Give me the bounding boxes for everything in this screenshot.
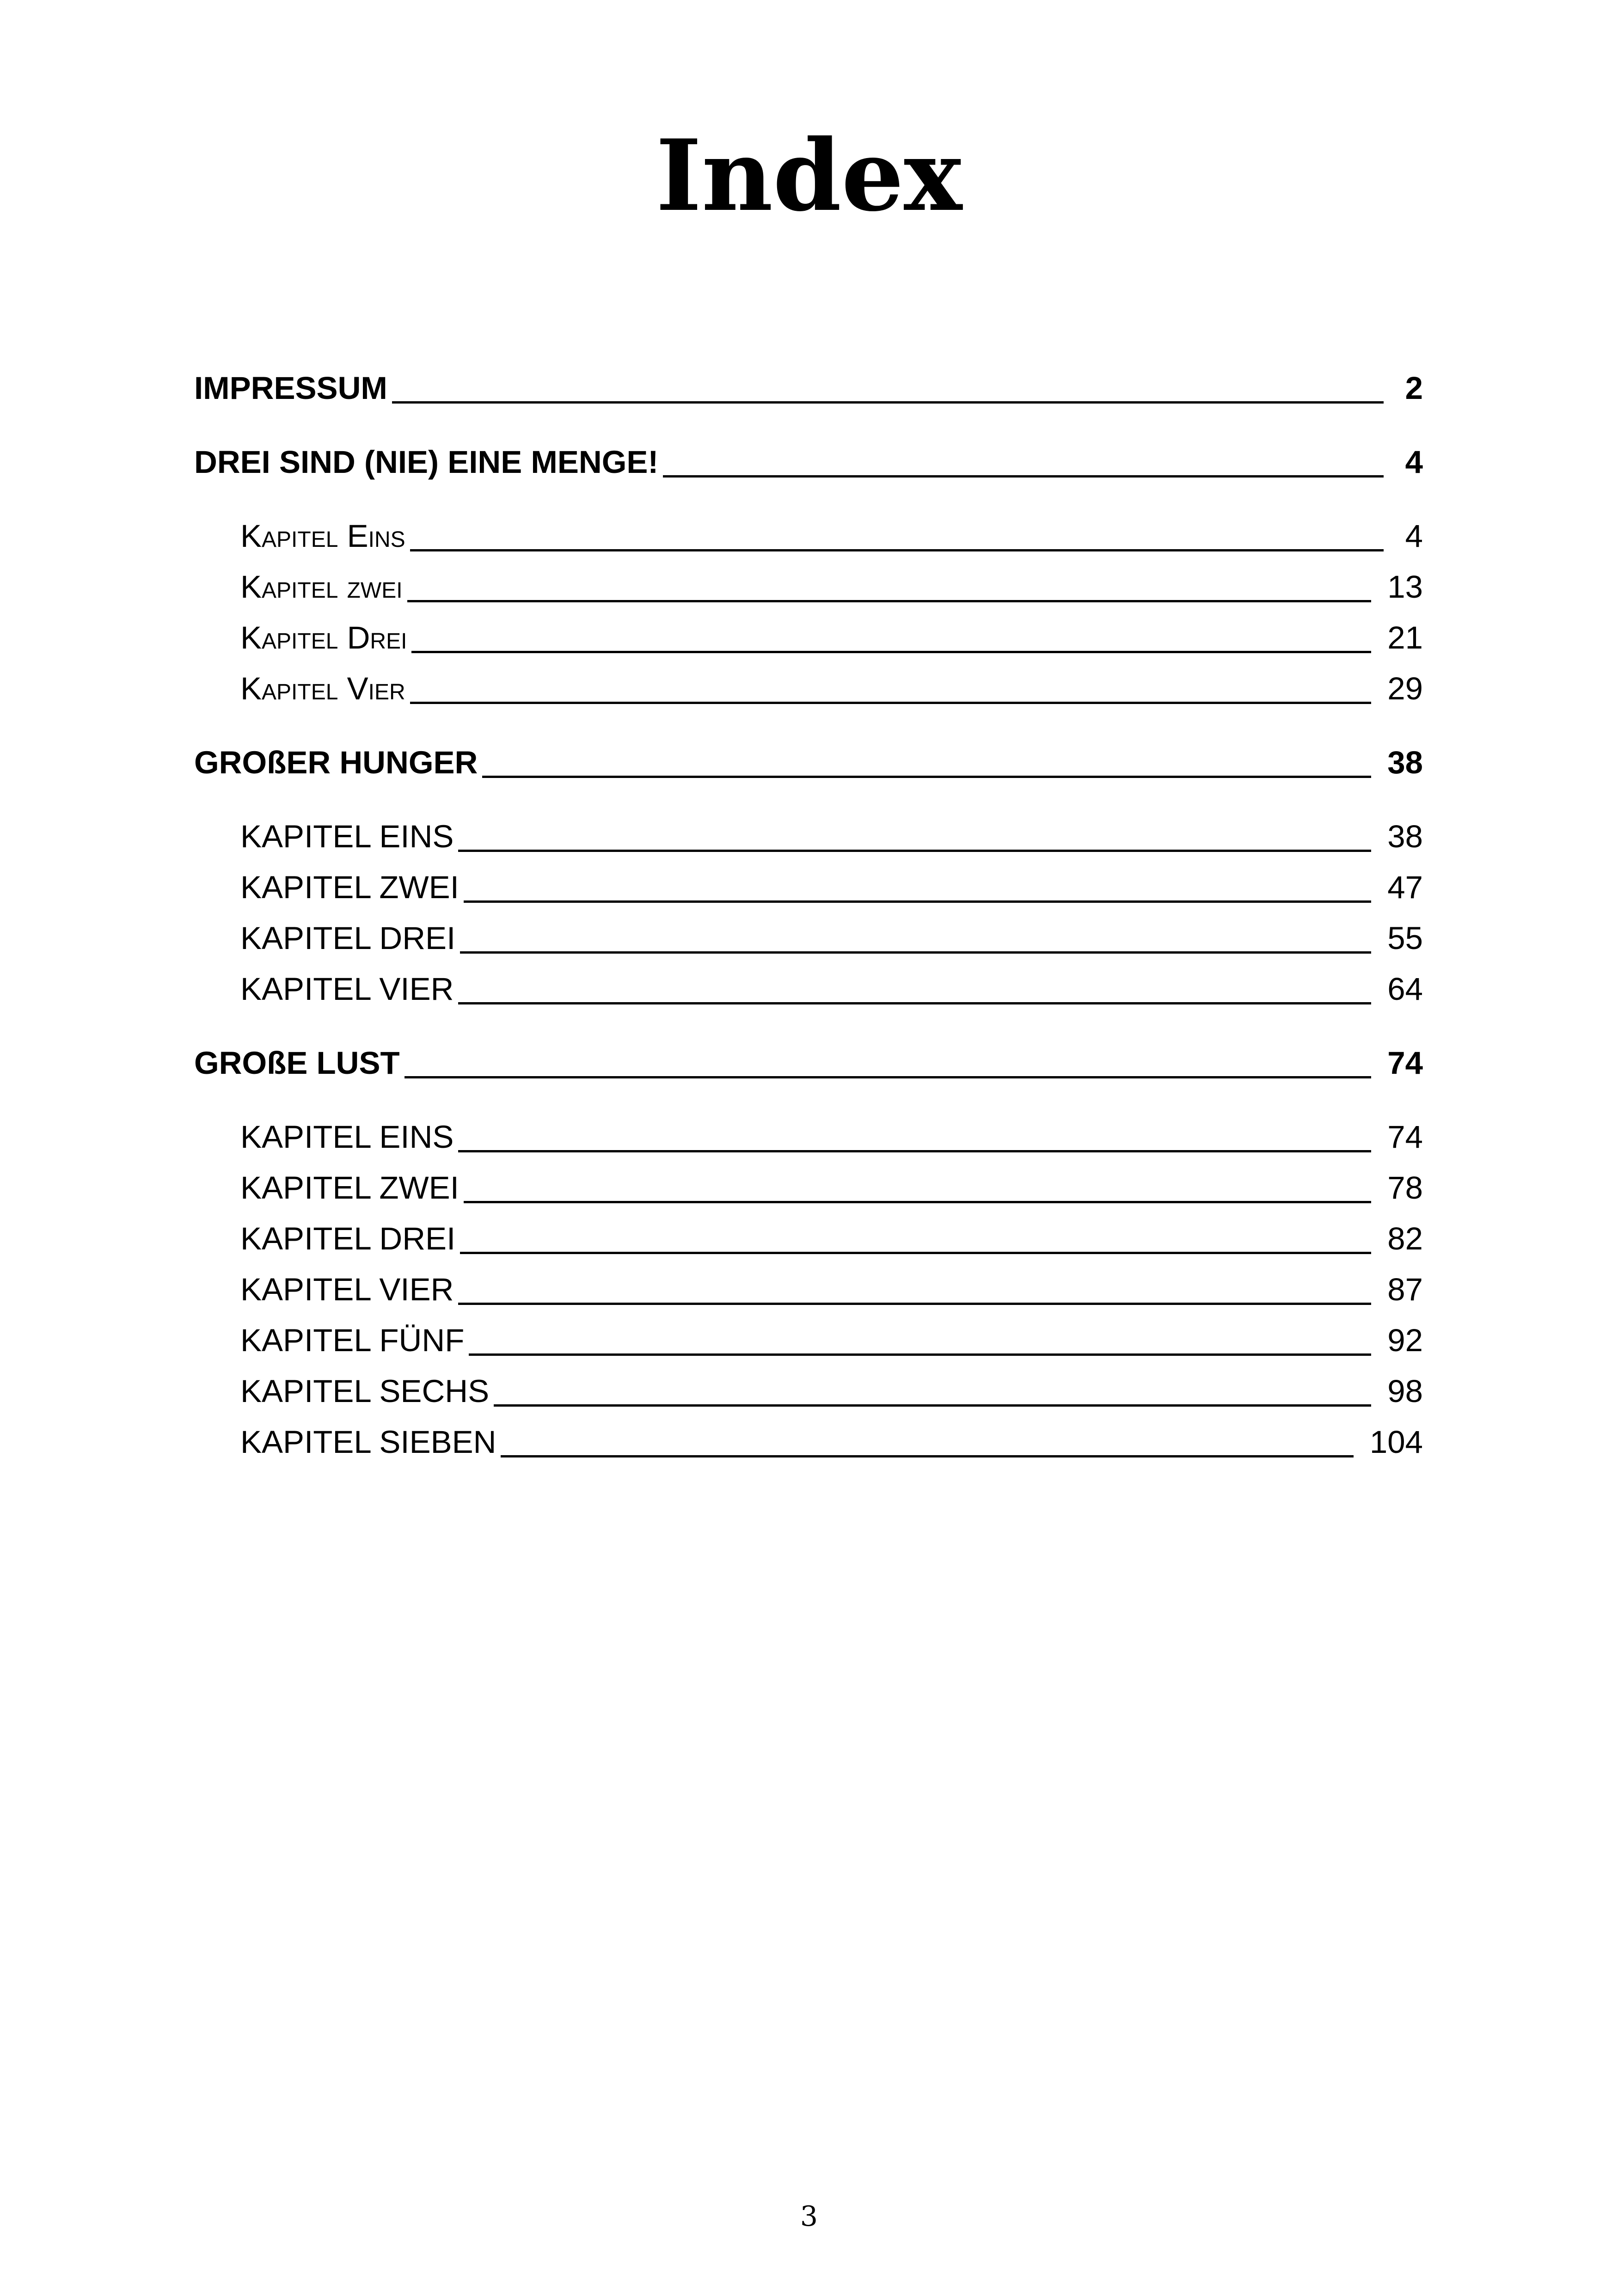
toc-entry-chapter[interactable] [240,1371,1423,1412]
toc-entry-label: KAPITEL DREI [240,920,456,956]
toc-leader-line [392,401,1384,404]
toc-entry-grosser-hunger[interactable] [194,742,1423,784]
toc-leader-line [663,475,1384,478]
toc-entry-grosse-lust[interactable] [194,1042,1423,1084]
toc-entry-page: 78 [1387,1170,1423,1206]
toc-leader-line [501,1455,1353,1457]
toc-entry-impressum[interactable] [194,367,1423,409]
toc-entry-label: KAPITEL ZWEI [240,869,459,905]
toc-entry-chapter[interactable] [240,515,1423,557]
toc-entry-chapter[interactable] [240,1218,1423,1260]
toc-entry-label: IMPRESSUM [194,370,387,406]
toc-entry-label: KAPITEL EINS [240,819,454,854]
toc-entry-chapter[interactable] [240,816,1423,857]
toc-entry-chapter[interactable] [240,918,1423,959]
page-title: Index [656,118,962,233]
toc-leader-line [464,900,1371,903]
toc-entry-chapter[interactable] [240,668,1423,710]
toc-entry-chapter[interactable] [240,1320,1423,1361]
toc-entry-drei-sind-nie-eine-menge[interactable] [194,441,1423,483]
toc-entry-page: 21 [1387,620,1423,655]
toc-entry-page: 4 [1405,518,1423,554]
toc-entry-page: 82 [1387,1221,1423,1256]
toc-entry-page: 2 [1405,370,1423,406]
toc-entry-page: 74 [1387,1119,1423,1155]
toc-leader-line [494,1404,1371,1407]
toc-entry-label: GROßE LUST [194,1045,400,1081]
toc-entry-chapter[interactable] [240,1269,1423,1310]
toc-leader-line [464,1201,1371,1203]
toc-entry-page: 98 [1387,1373,1423,1409]
toc-entry-label: Kapitel Eins [240,518,405,554]
toc-entry-label: KAPITEL VIER [240,971,454,1007]
toc-leader-line [458,850,1371,852]
toc-entry-page: 38 [1387,819,1423,854]
toc-entry-page: 13 [1387,569,1423,605]
toc-entry-chapter[interactable] [240,617,1423,659]
toc-entry-label: DREI SIND (NIE) EINE MENGE! [194,444,659,480]
toc-entry-page: 92 [1387,1322,1423,1358]
toc-entry-chapter[interactable] [240,1167,1423,1209]
toc-entry-page: 64 [1387,971,1423,1007]
toc-entry-label: KAPITEL ZWEI [240,1170,459,1206]
toc-entry-chapter[interactable] [240,1116,1423,1158]
toc-entry-page: 104 [1369,1424,1423,1460]
toc-leader-line [458,1002,1371,1004]
toc-leader-line [410,549,1384,551]
toc-entry-page: 55 [1387,920,1423,956]
toc-leader-line [482,776,1371,778]
toc-entry-page: 47 [1387,869,1423,905]
toc-leader-line [469,1353,1371,1356]
toc-leader-line [410,702,1372,704]
footer-page-number: 3 [800,2200,818,2233]
toc-entry-label: KAPITEL SIEBEN [240,1424,496,1460]
toc-entry-page: 4 [1405,444,1423,480]
toc-entry-chapter[interactable] [240,1421,1423,1463]
toc-entry-label: KAPITEL SECHS [240,1373,490,1409]
toc-entry-page: 74 [1387,1045,1423,1081]
toc-leader-line [460,1252,1371,1254]
toc-entry-page: 87 [1387,1272,1423,1307]
toc-leader-line [404,1076,1372,1078]
toc-entry-chapter[interactable] [240,566,1423,608]
toc-leader-line [460,951,1371,954]
toc-entry-page: 38 [1387,745,1423,780]
toc-leader-line [411,651,1371,653]
toc-leader-line [458,1150,1371,1152]
toc-entry-label: Kapitel Drei [240,620,407,655]
toc-leader-line [407,600,1372,602]
toc-entry-label: Kapitel zwei [240,569,403,605]
toc-entry-chapter[interactable] [240,968,1423,1010]
toc-entry-page: 29 [1387,671,1423,706]
toc-entry-chapter[interactable] [240,867,1423,908]
toc-entry-label: KAPITEL EINS [240,1119,454,1155]
toc-entry-label: KAPITEL VIER [240,1272,454,1307]
toc-leader-line [458,1303,1371,1305]
toc-entry-label: GROßER HUNGER [194,745,478,780]
toc-entry-label: KAPITEL FÜNF [240,1322,465,1358]
toc-entry-label: KAPITEL DREI [240,1221,456,1256]
toc-entry-label: Kapitel Vier [240,671,405,706]
